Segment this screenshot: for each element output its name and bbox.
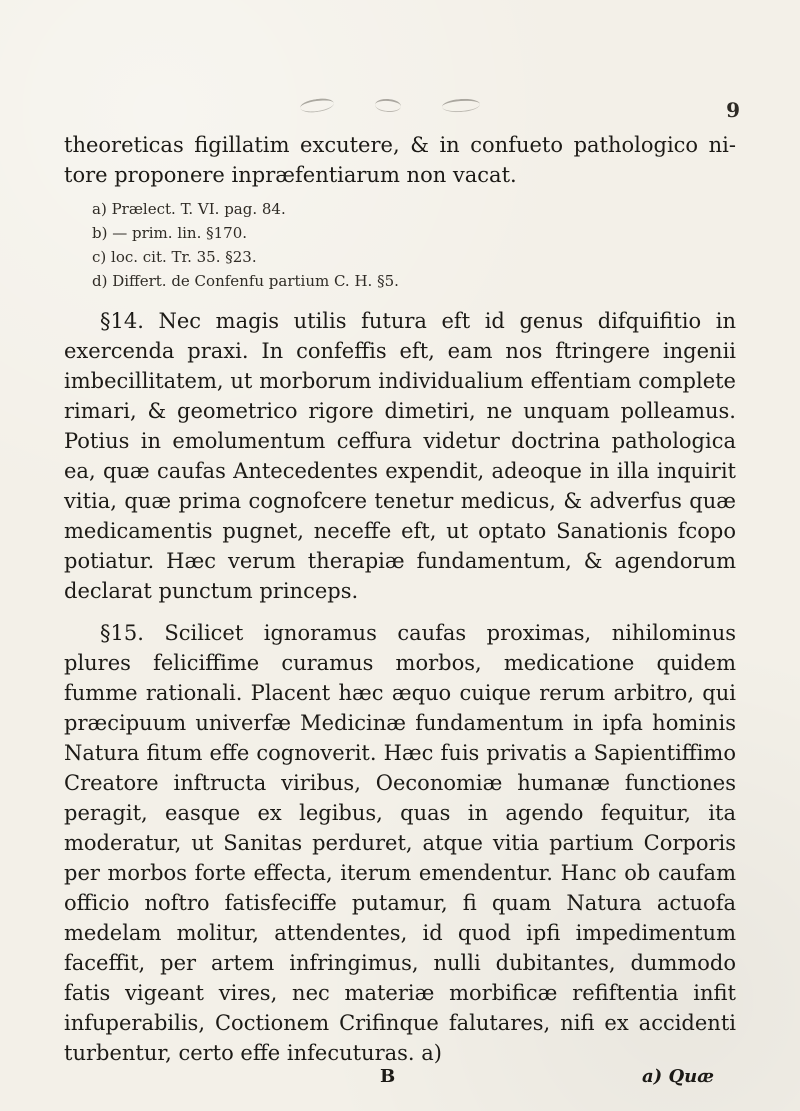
section-number: §15.	[100, 621, 144, 645]
signature-mark: B	[380, 1066, 396, 1087]
header-ornament	[300, 95, 480, 115]
page-number: 9	[726, 98, 740, 122]
ornament-swash-center	[375, 98, 402, 113]
intro-text: theoreticas figillatim excutere, & in confueto pathologico ni-tore proponere inpræfentiarum non vacat.	[64, 133, 736, 187]
catchword: a) Quæ	[642, 1066, 714, 1087]
footnote: b) — prim. lin. §170.	[92, 224, 248, 242]
footnote: c) loc. cit. Tr. 35. §23.	[92, 248, 257, 266]
ornament-swash-left	[299, 96, 334, 114]
footnote: a) Prælect. T. VI. pag. 84.	[92, 200, 286, 218]
paragraph-15	[64, 618, 736, 1068]
footnote-list	[64, 198, 736, 292]
page-content	[64, 130, 736, 1068]
paragraph-text: Scilicet ignoramus caufas proximas, nihilominus plures feliciffime curamus morbos, medicatione quidem fumme rationali. Placent hæc æquo cuique rerum arbitro, qui præcipuum univerfæ Medicinæ fundamentum in ipfa hominis Natura fitum effe cognoverit. Hæc fuis privatis a Sapientiffimo Creatore inftructa viribus, Oeconomiæ humanæ functiones peragit, easque ex legibus, quas in agendo fequitur, ita moderatur, ut Sanitas perduret, atque vitia partium Corporis per morbos forte effecta, iterum emendentur. Hanc ob caufam officio noftro fatisfeciffe putamur, fi quam Natura actuofa medelam molitur, attendentes, id quod ipfi impedimentum faceffit, per artem infringimus, nulli dubitantes, dummodo fatis vigeant vires, nec materiæ morbificæ refiftentia infit infuperabilis, Coctionem Crifinque falutares, nifi ex accidenti turbentur, certo effe infecuturas. a)	[64, 621, 736, 1065]
paragraph-14	[64, 306, 736, 606]
footnote: d) Differt. de Confenfu partium C. H. §5.	[92, 272, 399, 290]
ornament-swash-right	[442, 97, 481, 113]
page-footer	[0, 1066, 800, 1096]
section-number: §14.	[100, 309, 144, 333]
paragraph-text: Nec magis utilis futura eft id genus difquifitio in exercenda praxi. In confeffis eft, eam nos ftringere ingenii imbecillitatem, ut morborum individualium effentiam complete rimari, & geometrico rigore dimetiri, ne unquam polleamus. Potius in emolumentum ceffura videtur doctrina pathologica ea, quæ caufas Antecedentes expendit, adeoque in illa inquirit vitia, quæ prima cognofcere tenetur medicus, & adverfus quæ medicamentis pugnet, neceffe eft, ut optato Sanationis fcopo potiatur. Hæc verum therapiæ fundamentum, & agendorum declarat punctum princeps.	[64, 309, 736, 603]
